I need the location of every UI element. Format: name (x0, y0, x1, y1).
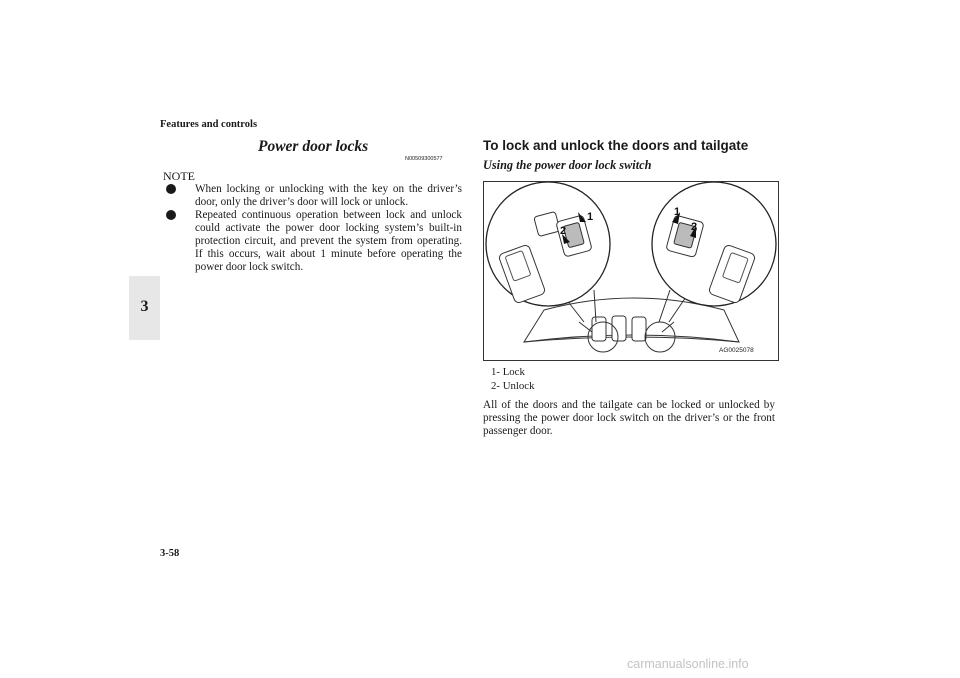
legend-unlock: 2- Unlock (491, 380, 535, 392)
door-lock-switch-illustration (484, 182, 778, 360)
right-callout-2: 2 (691, 221, 698, 233)
lock-subheading: Using the power door lock switch (483, 158, 652, 172)
left-callout-1: 1 (587, 211, 594, 223)
bullet-icon (166, 184, 176, 194)
page-number: 3-58 (160, 548, 180, 559)
figure-code: AG0025078 (719, 347, 754, 354)
chapter-number: 3 (140, 298, 149, 315)
right-callout-1: 1 (674, 206, 681, 218)
bullet-icon (166, 210, 176, 220)
body-paragraph: All of the doors and the tailgate can be locked or unlocked by pressing the power door lock switch on the driver’s or the front passenger door. (483, 399, 775, 437)
lock-heading: To lock and unlock the doors and tailgate (483, 138, 749, 153)
note-label: NOTE (163, 169, 195, 183)
watermark: carmanualsonline.info (627, 657, 749, 671)
note-item (166, 183, 462, 209)
section-code: N00509300577 (405, 156, 443, 162)
note-text: When locking or unlocking with the key on the driver’s door, only the driver’s door will lock or unlock. (195, 183, 462, 208)
section-title: Power door locks (258, 138, 369, 155)
legend-lock: 1- Lock (491, 366, 525, 378)
header-title: Features and controls (160, 119, 258, 130)
left-callout-2: 2 (560, 225, 567, 237)
door-lock-switch-figure (483, 181, 779, 361)
note-text: Repeated continuous operation between lock and unlock could activate the power door locking system’s built-in protection circuit, and prevent the system from operating. If this occurs, wait about 1 minute before operating the power door lock switch. (195, 209, 462, 273)
note-item (166, 209, 462, 274)
